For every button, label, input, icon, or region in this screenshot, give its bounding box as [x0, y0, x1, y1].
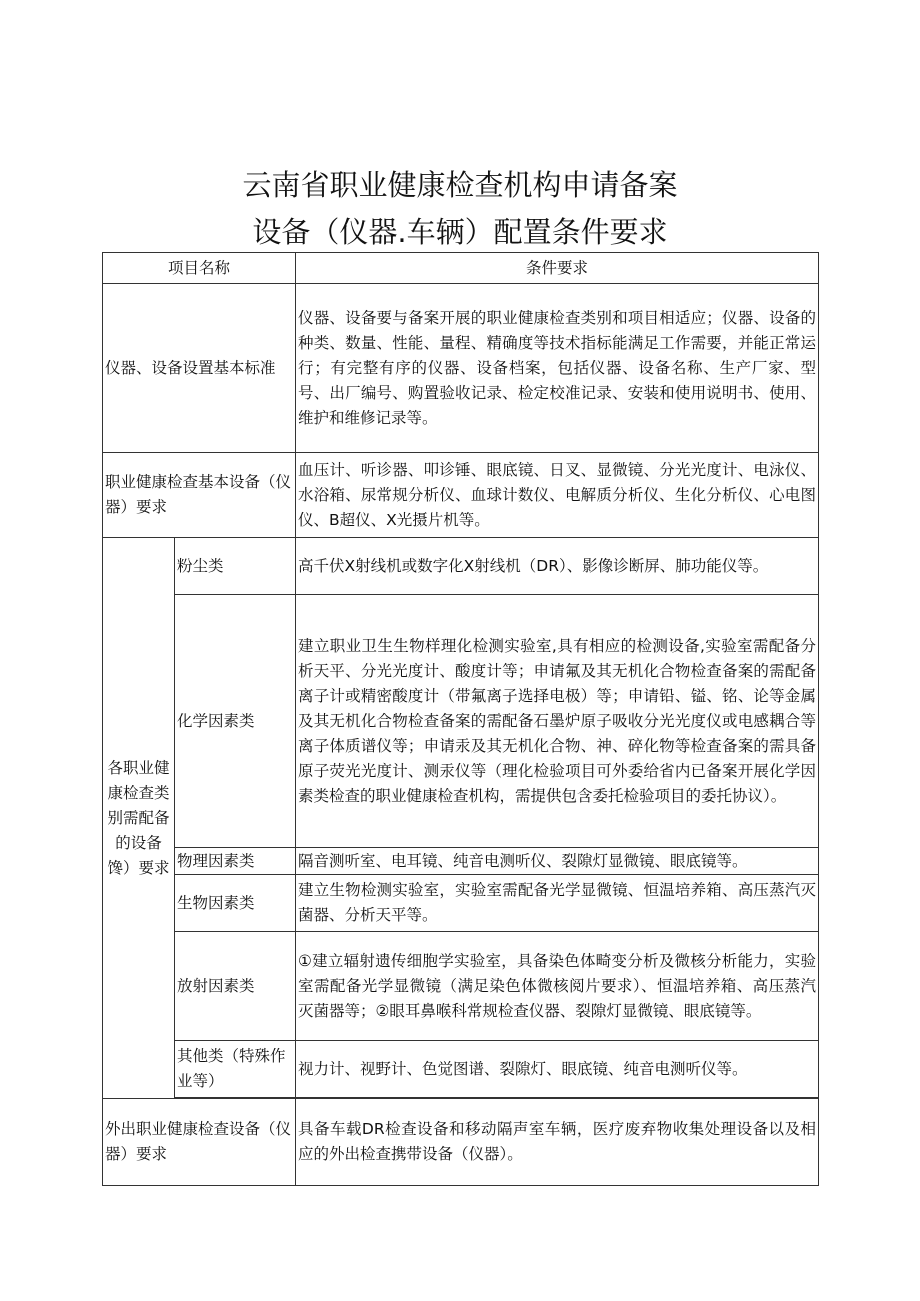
table-header-row: [103, 253, 819, 284]
row-content-outreach: 具备车载DR检查设备和移动隔声室车辆，医疗废弃物收集处理设备以及相应的外出检查携带设备（仪器）。: [296, 1099, 819, 1186]
row-content-physical: 隔音测听室、电耳镜、纯音电测听仪、裂隙灯显微镜、眼底镜等。: [296, 848, 819, 875]
row-label-chemical: 化学因素类: [175, 595, 296, 848]
row-label-radiation: 放射因素类: [175, 932, 296, 1041]
row-content-basic-equipment: 血压计、听诊器、叩诊锤、眼底镜、日叉、显微镜、分光光度计、电泳仪、水浴箱、尿常规分析仪、血球计数仪、电解质分析仪、生化分析仪、心电图仪、B超仪、X光摄片机等。: [296, 453, 819, 538]
row-label-biological: 生物因素类: [175, 875, 296, 932]
row-label-basic-equipment: 职业健康检查基本设备（仪器）要求: [103, 453, 296, 538]
table-row: [103, 1041, 819, 1098]
table-row: [103, 453, 819, 538]
row-content-biological: 建立生物检测实验室，实验室需配备光学显微镜、恒温培养箱、高压蒸汽灭菌器、分析天平等。: [296, 875, 819, 932]
document-title-line-1: 云南省职业健康检查机构申请备案: [242, 168, 678, 202]
row-content-basic-standard: 仪器、设备要与备案开展的职业健康检查类别和项目相适应；仪器、设备的种类、数量、性能、量程、精确度等技术指标能满足工作需要，并能正常运行；有完整有序的仪器、设备档案，包括仪器、设备名称、生产厂家、型号、出厂编号、购置验收记录、检定校准记录、安装和使用说明书、使用、维护和维修记录等。: [296, 284, 819, 453]
row-content-dust: 高千伏X射线机或数字化X射线机（DR）、影像诊断屏、肺功能仪等。: [296, 538, 819, 595]
table-row: [103, 538, 819, 595]
row-content-radiation: ①建立辐射遗传细胞学实验室，具备染色体畸变分析及微核分析能力，实验室需配备光学显微镜（满足染色体微核阅片要求）、恒温培养箱、高压蒸汽灭菌器等；②眼耳鼻喉科常规检查仪器、裂隙灯显微镜、眼底镜等。: [296, 932, 819, 1041]
row-content-other: 视力计、视野计、色觉图谱、裂隙灯、眼底镜、纯音电测听仪等。: [296, 1041, 819, 1098]
header-item-name: 项目名称: [103, 253, 296, 284]
requirements-table: [102, 252, 819, 1186]
row-label-outreach: 外出职业健康检查设备（仪器）要求: [103, 1099, 296, 1186]
table-row: [103, 932, 819, 1041]
table-row: [103, 595, 819, 848]
row-content-chemical: 建立职业卫生生物样理化检测实验室,具有相应的检测设备,实验室需配备分析天平、分光光度计、酸度计等；申请氟及其无机化合物检查备案的需配备离子计或精密酸度计（带氟离子选择电极）等；申请铅、镒、铭、论等金属及其无机化合物检查备案的需配备石墨炉原子吸收分光光度仪或电感耦合等离子体质谱仪等；申请汞及其无机化合物、神、碎化物等检查备案的需具备原子荧光光度计、测汞仪等（理化检验项目可外委给省内已备案开展化学因素类检查的职业健康检查机构，需提供包含委托检验项目的委托协议）。: [296, 595, 819, 848]
table-row: [103, 875, 819, 932]
document-title-line-2: 设备（仪器.车辆）配置条件要求: [252, 215, 668, 249]
header-requirements: 条件要求: [296, 253, 819, 284]
row-label-physical: 物理因素类: [175, 848, 296, 875]
table-row: [103, 848, 819, 875]
table-row: [103, 284, 819, 453]
table-row: [103, 1099, 819, 1186]
row-label-basic-standard: 仪器、设备设置基本标准: [103, 284, 296, 453]
row-label-other: 其他类（特殊作业等）: [175, 1041, 296, 1098]
row-label-dust: 粉尘类: [175, 538, 296, 595]
category-group-label: 各职业健康检查类别需配备的设备馋）要求: [103, 538, 175, 1099]
